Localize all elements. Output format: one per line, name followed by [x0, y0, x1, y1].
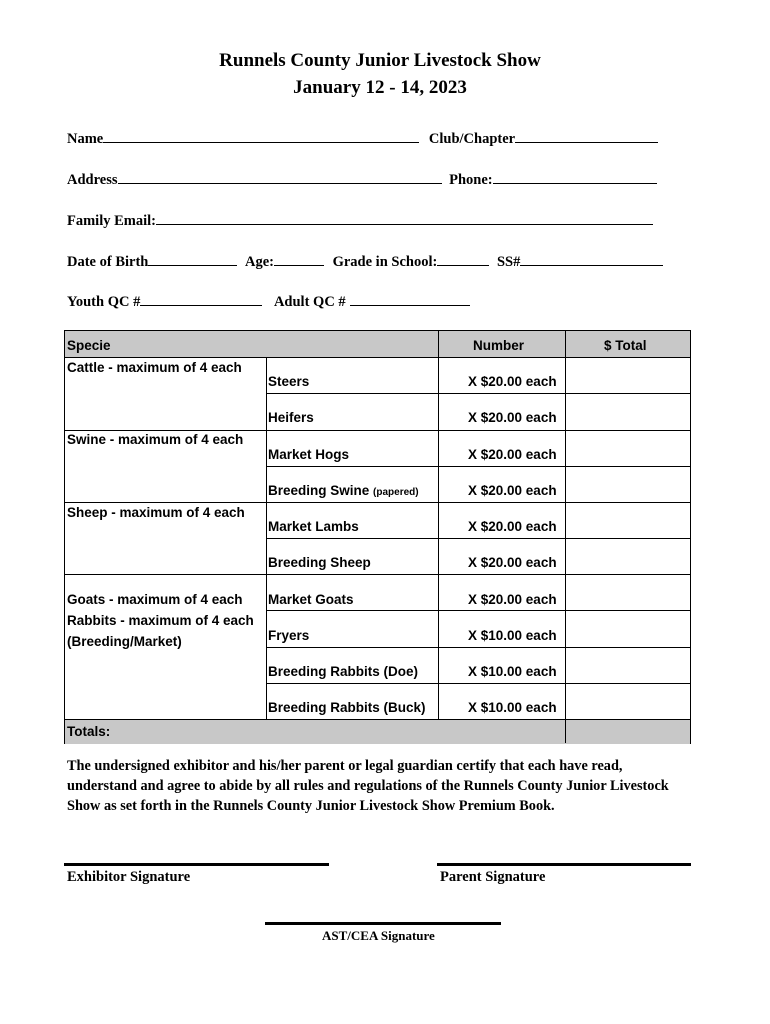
name-label: Name — [67, 131, 104, 147]
price-breeding-swine: X $20.00 each — [468, 483, 557, 498]
price-heifers: X $20.00 each — [468, 410, 557, 425]
divider — [438, 331, 439, 719]
entry-table — [64, 330, 691, 744]
ast-cea-signature-line[interactable] — [265, 922, 501, 925]
exhibitor-signature-line[interactable] — [64, 863, 329, 866]
divider — [266, 683, 690, 684]
adult-qc-label: Adult QC # — [273, 294, 346, 310]
item-breeding-sheep: Breeding Sheep — [268, 555, 371, 570]
papered-note: (papered) — [373, 487, 419, 498]
parent-signature-label: Parent Signature — [440, 869, 546, 885]
divider — [266, 393, 690, 394]
name-field[interactable] — [103, 129, 419, 143]
address-row — [67, 170, 657, 189]
group-rabbits: Rabbits - maximum of 4 each — [67, 613, 254, 628]
item-breeding-swine — [268, 483, 419, 498]
age-label: Age: — [244, 254, 274, 270]
adult-qc-field[interactable] — [350, 292, 470, 306]
total-header: $ Total — [604, 338, 647, 353]
exhibitor-signature-label: Exhibitor Signature — [67, 869, 191, 885]
grade-field[interactable] — [437, 252, 489, 266]
email-field[interactable] — [156, 211, 653, 225]
parent-signature-line[interactable] — [437, 863, 691, 866]
dob-label: Date of Birth — [67, 254, 149, 270]
price-breeding-sheep: X $20.00 each — [468, 555, 557, 570]
address-label: Address — [67, 172, 118, 188]
address-field[interactable] — [118, 170, 442, 184]
group-goats: Goats - maximum of 4 each — [67, 592, 243, 607]
qc-row — [67, 292, 470, 311]
club-field[interactable] — [515, 129, 658, 143]
certification-text: The undersigned exhibitor and his/her parent or legal guardian certify that each have read, understand and agree to abide by all rules and regulations of the Runnels County Junior Livestock Show as set forth in the Runnels County Junior Livestock Show Premium Book. — [67, 758, 669, 814]
price-market-lambs: X $20.00 each — [468, 519, 557, 534]
phone-field[interactable] — [493, 170, 657, 184]
club-label: Club/Chapter — [428, 131, 516, 147]
item-breeding-rabbits-buck: Breeding Rabbits (Buck) — [268, 700, 426, 715]
ss-label: SS# — [496, 254, 521, 270]
item-steers: Steers — [268, 374, 310, 389]
price-steers: X $20.00 each — [468, 374, 557, 389]
divider — [266, 538, 690, 539]
group-rabbits-note: (Breeding/Market) — [67, 634, 182, 649]
price-breeding-rabbits-doe: X $10.00 each — [468, 664, 557, 679]
youth-qc-label: Youth QC # — [67, 294, 141, 310]
price-market-goats: X $20.00 each — [468, 592, 557, 607]
form-title: Runnels County Junior Livestock Show — [219, 50, 541, 71]
divider — [65, 502, 690, 503]
phone-label: Phone: — [449, 172, 493, 188]
number-header: Number — [473, 338, 525, 353]
dob-field[interactable] — [148, 252, 237, 266]
item-fryers: Fryers — [268, 628, 310, 643]
age-field[interactable] — [274, 252, 324, 266]
dob-row — [67, 252, 663, 271]
group-cattle: Cattle - maximum of 4 each — [67, 360, 242, 375]
name-row — [67, 129, 658, 148]
divider — [266, 647, 690, 648]
item-breeding-rabbits-doe: Breeding Rabbits (Doe) — [268, 664, 419, 679]
divider — [266, 610, 690, 611]
group-swine: Swine - maximum of 4 each — [67, 432, 244, 447]
group-sheep: Sheep - maximum of 4 each — [67, 505, 245, 520]
email-label: Family Email: — [67, 213, 157, 229]
price-fryers: X $10.00 each — [468, 628, 557, 643]
price-market-hogs: X $20.00 each — [468, 447, 557, 462]
totals-label: Totals: — [67, 724, 111, 739]
specie-header: Specie — [67, 338, 111, 353]
divider — [65, 574, 690, 575]
price-breeding-rabbits-buck: X $10.00 each — [468, 700, 557, 715]
divider — [266, 466, 690, 467]
divider — [65, 430, 690, 431]
item-market-hogs: Market Hogs — [268, 447, 350, 462]
item-heifers: Heifers — [268, 410, 314, 425]
show-dates: January 12 - 14, 2023 — [293, 77, 467, 98]
totals-row — [65, 719, 690, 744]
item-market-goats: Market Goats — [268, 592, 354, 607]
ss-field[interactable] — [520, 252, 663, 266]
ast-cea-signature-label: AST/CEA Signature — [322, 928, 435, 943]
youth-qc-field[interactable] — [140, 292, 262, 306]
email-row — [67, 211, 653, 230]
grade-label: Grade in School: — [332, 254, 438, 270]
item-market-lambs: Market Lambs — [268, 519, 359, 534]
table-header — [65, 331, 690, 358]
breeding-swine-label: Breeding Swine — [268, 483, 370, 498]
